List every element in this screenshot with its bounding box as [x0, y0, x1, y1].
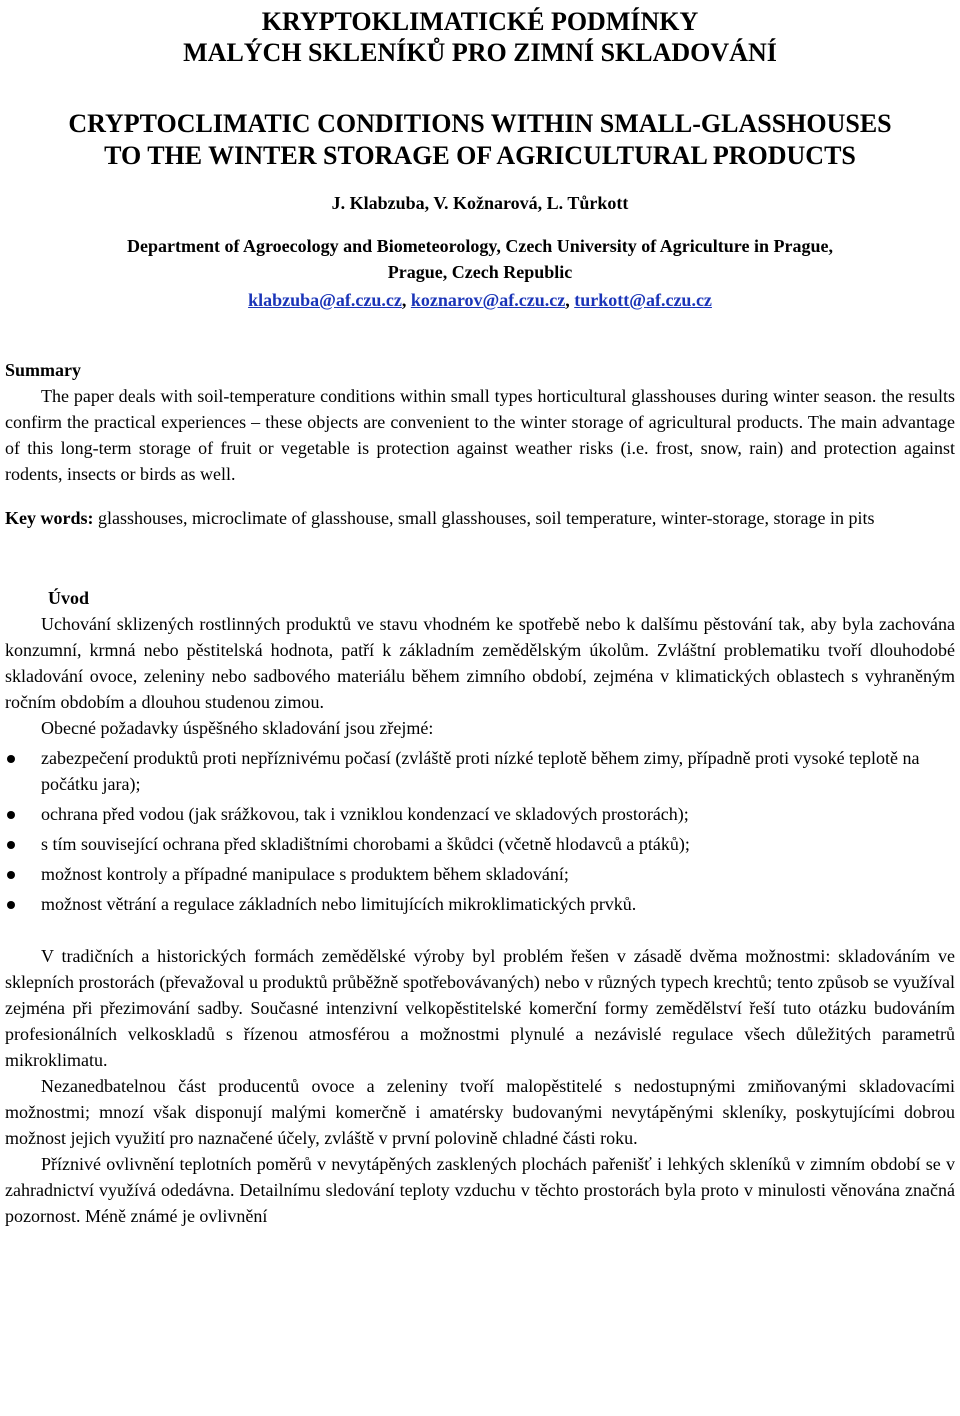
title-czech-line1: KRYPTOKLIMATICKÉ PODMÍNKY [261, 7, 699, 36]
email-list [5, 287, 955, 313]
list-item-text: ochrana před vodou (jak srážkovou, tak i vzniklou kondenzací ve skladových prostorách); [41, 804, 689, 824]
title-czech [5, 6, 955, 68]
summary-heading: Summary [5, 360, 81, 380]
summary-text: The paper deals with soil-temperature conditions within small types horticultural glasshouses during winter season. the results confirm the practical experiences – these objects are convenient to the winter storage of agricultural products. The main advantage of this long-term storage of fruit or vegetable is protection against weather risks (i.e. frost, snow, rain) and protection against rodents, insects or birds as well. [5, 386, 955, 484]
document-page [5, 0, 955, 1229]
list-item [5, 861, 955, 887]
email-link-koznarov[interactable]: koznarov@af.czu.cz [410, 290, 566, 310]
bullet-icon [7, 841, 15, 849]
list-item [5, 801, 955, 827]
intro-paragraph-4: Nezanedbatelnou část producentů ovoce a zeleniny tvoří malopěstitelé s nedostupnými zmiňovanými skladovacími možnostmi; mnozí však disponují malými komerčně i amatérsky budovanými nevytápěnými skleníky, poskytujícími dobrou možnost jejich využití pro naznačené účely, zvláště v první polovině chladné části roku. [5, 1076, 955, 1148]
title-czech-line2: MALÝCH SKLENÍKŮ PRO ZIMNÍ SKLADOVÁNÍ [183, 38, 777, 67]
intro-paragraph-3: V tradičních a historických formách zemědělské výroby byl problém řešen v zásadě dvěma možnostmi: skladováním ve sklepních prostorách (převažoval u produktů průběžně spotřebovávaných) nebo v různých typech krechtů; tento způsob se využíval zejména při přezimování sadby. Současné intenzivní velkopěstitelské komerční formy zemědělství řeší tuto otázku budováním profesionálních velkoskladů s řízenou atmosférou a možnostmi plynulé a nezávislé regulace všech důležitých parametrů mikroklimatu. [5, 946, 955, 1070]
email-separator: , [401, 290, 411, 310]
bullet-icon [7, 811, 15, 819]
keywords [5, 505, 955, 531]
affiliation-line2: Prague, Czech Republic [387, 262, 573, 282]
bullet-icon [7, 901, 15, 909]
requirements-list [5, 745, 955, 917]
keywords-label: Key words: [5, 508, 94, 528]
email-separator: , [565, 290, 575, 310]
list-item-text: možnost větrání a regulace základních nebo limitujících mikroklimatických prvků. [41, 894, 637, 914]
bullet-icon [7, 871, 15, 879]
keywords-text: glasshouses, microclimate of glasshouse, small glasshouses, soil temperature, winter-storage, storage in pits [93, 508, 875, 528]
intro-paragraph-1: Uchování sklizených rostlinných produktů ve stavu vhodném ke spotřebě nebo k dalšímu pěstování tak, aby byla zachována konzumní, krmná nebo pěstitelská hodnota, patří k základním zemědělským úkolům. Zvláštní problematiku tvoří dlouhodobé skladování ovoce, zeleniny nebo sadbového materiálu během zimního období, zejména v klimatických oblastech s vyhraněným ročním obdobím a dlouhou studenou zimou. [5, 614, 955, 712]
email-link-klabzuba[interactable]: klabzuba@af.czu.cz [248, 290, 402, 310]
list-item [5, 831, 955, 857]
title-english [5, 108, 955, 172]
title-english-line2: TO THE WINTER STORAGE OF AGRICULTURAL PRODUCTS [104, 141, 856, 170]
list-item-text: s tím související ochrana před skladištními chorobami a škůdci (včetně hlodavců a ptáků); [41, 834, 690, 854]
bullet-icon [7, 755, 15, 763]
intro-paragraph-2: Obecné požadavky úspěšného skladování jsou zřejmé: [41, 718, 434, 738]
affiliation-line1: Department of Agroecology and Biometeorology, Czech University of Agriculture in Prague, [127, 236, 833, 256]
list-item [5, 745, 955, 797]
affiliation [5, 233, 955, 285]
list-item-text: možnost kontroly a případné manipulace s produktem během skladování; [41, 864, 569, 884]
email-link-turkott[interactable]: turkott@af.czu.cz [574, 290, 712, 310]
intro-heading: Úvod [48, 588, 90, 608]
list-item [5, 891, 955, 917]
authors: J. Klabzuba, V. Kožnarová, L. Tůrkott [331, 193, 629, 213]
list-item-text: zabezpečení produktů proti nepříznivému počasí (zvláště proti nízké teplotě během zimy, případně proti vysoké teplotě na počátku jara); [41, 748, 920, 794]
title-english-line1: CRYPTOCLIMATIC CONDITIONS WITHIN SMALL-GLASSHOUSES [68, 109, 892, 138]
intro-paragraph-5: Příznivé ovlivnění teplotních poměrů v nevytápěných zasklených plochách pařenišť i lehkých skleníků v zimním období se v zahradnictví využívá odedávna. Detailnímu sledování teploty vzduchu v těchto prostorách byla proto v minulosti věnována značná pozornost. Méně známé je ovlivnění [5, 1154, 955, 1226]
